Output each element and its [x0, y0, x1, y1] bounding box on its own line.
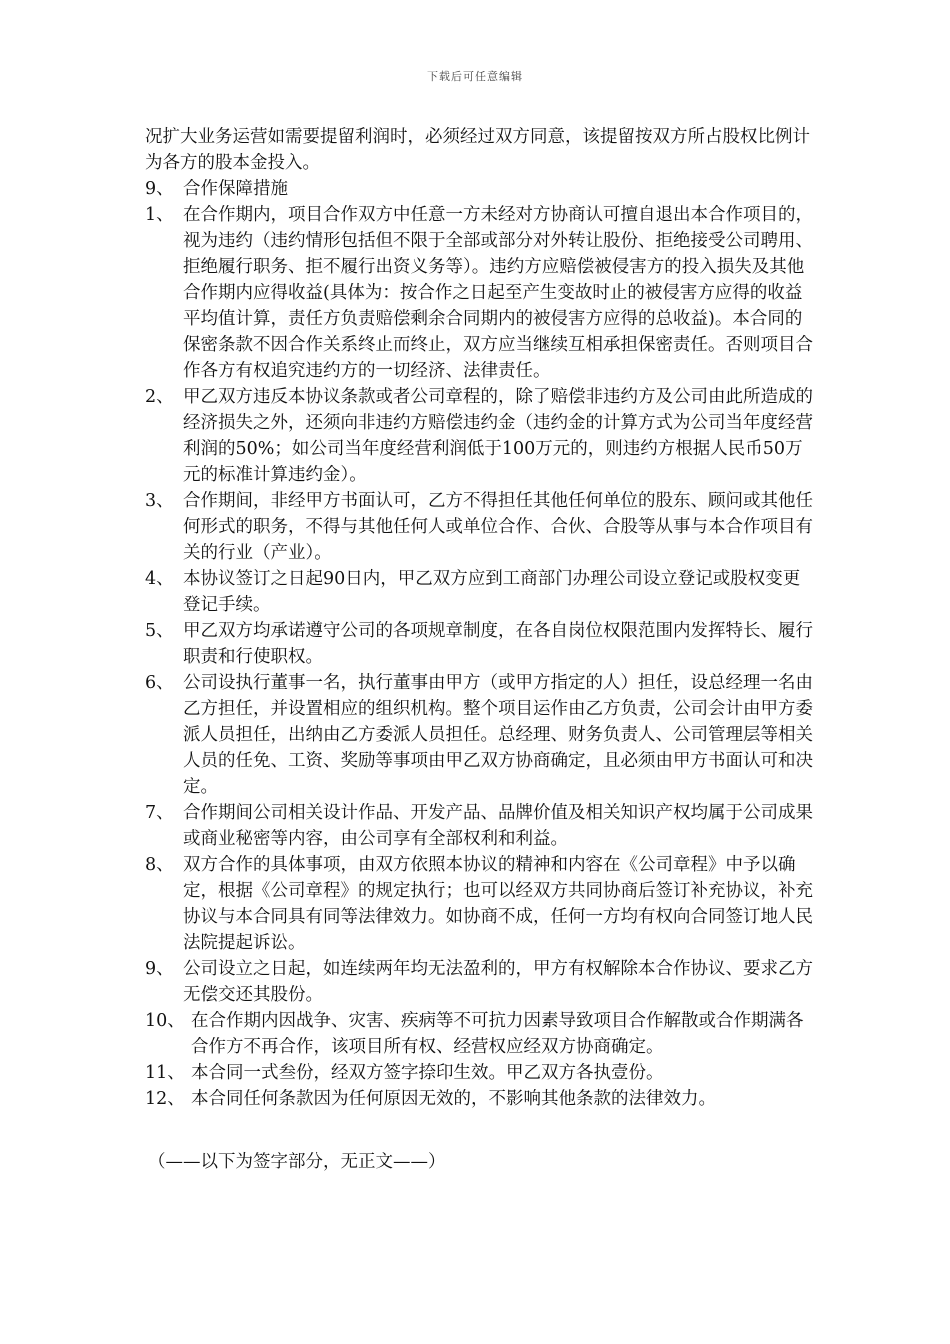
clause-item [145, 956, 813, 1008]
clause-item [145, 202, 813, 384]
clause-text: 合作期间，非经甲方书面认可，乙方不得担任其他任何单位的股东、顾问或其他任何形式的职务，不得与其他任何人或单位合作、合伙、合股等从事与本合作项目有关的行业（产业）。 [183, 491, 813, 563]
clause-number: 1、 [145, 205, 174, 225]
clause-number: 4、 [145, 569, 174, 589]
clause-text: 公司设立之日起，如连续两年均无法盈利的，甲方有权解除本合作协议、要求乙方无偿交还其股份。 [183, 959, 813, 1005]
clause-item [145, 1008, 813, 1060]
section-number: 9、 [145, 179, 174, 199]
document-body [145, 124, 813, 1112]
clause-item [145, 1086, 813, 1112]
page-header: 下载后可任意编辑 [427, 70, 523, 83]
clause-number: 9、 [145, 959, 174, 979]
clause-number: 5、 [145, 621, 174, 641]
section-heading [145, 176, 813, 202]
clause-text: 甲乙双方均承诺遵守公司的各项规章制度，在各自岗位权限范围内发挥特长、履行职责和行使职权。 [183, 621, 813, 667]
clause-text: 在合作期内，项目合作双方中任意一方未经对方协商认可擅自退出本合作项目的，视为违约（违约情形包括但不限于全部或部分对外转让股份、拒绝接受公司聘用、拒绝履行职务、拒不履行出资义务等）。违约方应赔偿被侵害方的投入损失及其他合作期内应得收益(具体为：按合作之日起至产生变故时止的被侵害方应得的收益平均值计算，责任方负责赔偿剩余合同期内的被侵害方应得的总收益)。本合同的保密条款不因合作关系终止而终止，双方应当继续互相承担保密责任。否则项目合作各方有权追究违约方的一切经济、法律责任。 [183, 205, 813, 381]
signature-note: （——以下为签字部分，无正文——） [148, 1152, 446, 1172]
clause-item [145, 384, 813, 488]
clause-number: 3、 [145, 491, 174, 511]
clause-text: 双方合作的具体事项，由双方依照本协议的精神和内容在《公司章程》中予以确定，根据《公司章程》的规定执行；也可以经双方共同协商后签订补充协议，补充协议与本合同具有同等法律效力。如协商不成，任何一方均有权向合同签订地人民法院提起诉讼。 [183, 855, 813, 953]
clause-item [145, 670, 813, 800]
clause-item [145, 488, 813, 566]
clause-item [145, 566, 813, 618]
clause-number: 12、 [145, 1089, 185, 1109]
clause-number: 10、 [145, 1011, 185, 1031]
clause-number: 8、 [145, 855, 174, 875]
clause-text: 合作期间公司相关设计作品、开发产品、品牌价值及相关知识产权均属于公司成果或商业秘密等内容，由公司享有全部权利和利益。 [183, 803, 813, 849]
clause-item [145, 800, 813, 852]
clause-number: 6、 [145, 673, 174, 693]
clause-number: 2、 [145, 387, 174, 407]
clause-item [145, 1060, 813, 1086]
clause-number: 7、 [145, 803, 174, 823]
clause-text: 本合同一式叁份，经双方签字捺印生效。甲乙双方各执壹份。 [191, 1063, 664, 1083]
clause-number: 11、 [145, 1063, 185, 1083]
clause-text: 本协议签订之日起90日内，甲乙双方应到工商部门办理公司设立登记或股权变更登记手续。 [183, 569, 801, 615]
section-title: 合作保障措施 [183, 179, 288, 199]
intro-paragraph: 况扩大业务运营如需要提留利润时，必须经过双方同意，该提留按双方所占股权比例计为各方的股本金投入。 [145, 127, 810, 173]
clause-text: 公司设执行董事一名，执行董事由甲方（或甲方指定的人）担任，设总经理一名由乙方担任，并设置相应的组织机构。整个项目运作由乙方负责，公司会计由甲方委派人员担任，出纳由乙方委派人员担任。总经理、财务负责人、公司管理层等相关人员的任免、工资、奖励等事项由甲乙双方协商确定，且必须由甲方书面认可和决定。 [183, 673, 813, 797]
clause-item [145, 618, 813, 670]
clause-item [145, 852, 813, 956]
clause-text: 在合作期内因战争、灾害、疾病等不可抗力因素导致项目合作解散或合作期满各合作方不再合作，该项目所有权、经营权应经双方协商确定。 [191, 1011, 804, 1057]
clause-text: 本合同任何条款因为任何原因无效的，不影响其他条款的法律效力。 [191, 1089, 716, 1109]
clause-list [145, 202, 813, 1112]
clause-text: 甲乙双方违反本协议条款或者公司章程的，除了赔偿非违约方及公司由此所造成的经济损失之外，还须向非违约方赔偿违约金（违约金的计算方式为公司当年度经营利润的50%；如公司当年度经营利润低于100万元的，则违约方根据人民币50万元的标准计算违约金）。 [183, 387, 813, 485]
